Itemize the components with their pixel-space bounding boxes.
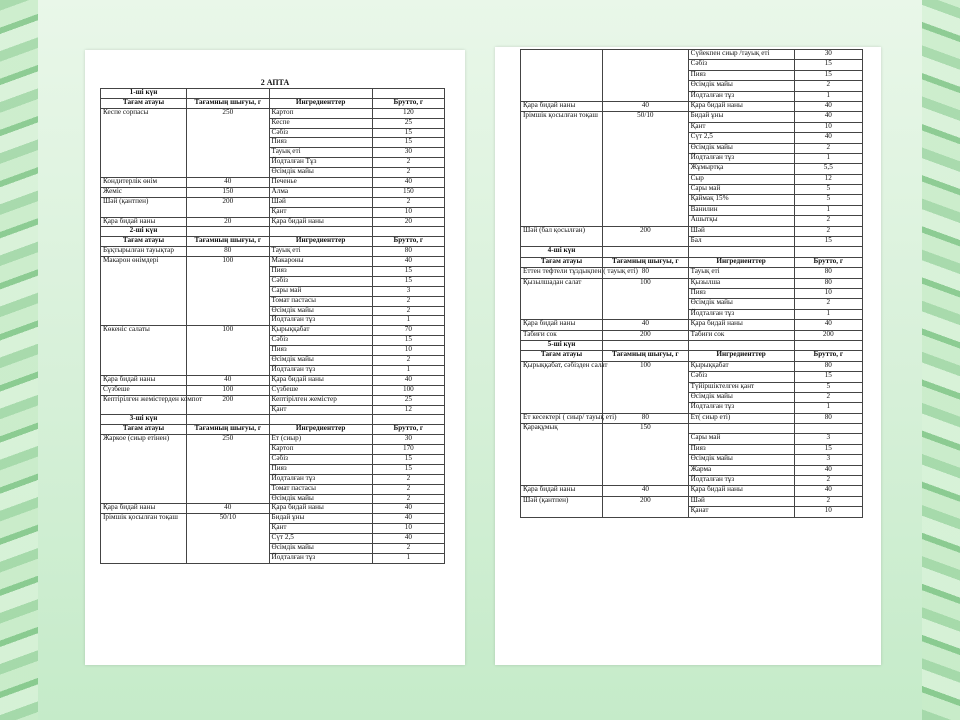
table-header-row <box>101 98 445 108</box>
header-gross: Брутто, г <box>794 351 862 361</box>
ingredient-gross: 10 <box>794 122 862 132</box>
ingredient-name: Сәбіз <box>269 454 372 464</box>
dish-name: Қара бидай наны <box>521 101 603 111</box>
ingredient-gross: 40 <box>794 112 862 122</box>
ingredient-gross: 100 <box>372 385 444 395</box>
ingredient-name: Сүт 2,5 <box>688 133 794 143</box>
page-title: 2 АПТА <box>260 78 290 87</box>
ingredient-gross: 15 <box>372 267 444 277</box>
ingredient-gross: 2 <box>794 476 862 486</box>
ingredient-gross: 40 <box>372 534 444 544</box>
dish-name: Ірімшік қосылған тоқаш <box>521 112 603 226</box>
ingredient-gross: 5 <box>794 185 862 195</box>
ingredient-name: Томат пастасы <box>269 296 372 306</box>
day-label: 1-ші күн <box>101 89 187 99</box>
header-yield: Тағамның шығуы, г <box>603 351 689 361</box>
ingredient-gross: 2 <box>372 158 444 168</box>
ingredient-gross: 10 <box>372 207 444 217</box>
ingredient-name: Қант <box>688 122 794 132</box>
ingredient-gross: 1 <box>794 91 862 101</box>
ingredient-name: Макароны <box>269 257 372 267</box>
dish-name: Кептірілген жемістерден компот <box>101 395 187 415</box>
ingredient-gross: 15 <box>372 336 444 346</box>
ingredient-row <box>521 330 863 340</box>
ingredient-gross: 120 <box>372 108 444 118</box>
ingredient-gross: 80 <box>794 278 862 288</box>
ingredient-gross: 1 <box>794 153 862 163</box>
header-dish-name: Тағам атауы <box>521 351 603 361</box>
ingredient-name: Картоп <box>269 445 372 455</box>
day-empty <box>794 247 862 257</box>
ingredient-gross: 1 <box>794 205 862 215</box>
ingredient-name: Тауық еті <box>269 148 372 158</box>
ingredient-name: Сәбіз <box>269 276 372 286</box>
header-yield: Тағамның шығуы, г <box>603 257 689 267</box>
ingredient-gross: 40 <box>372 375 444 385</box>
ingredient-gross: 1 <box>794 403 862 413</box>
day-row <box>521 340 863 350</box>
ingredient-gross: 170 <box>372 445 444 455</box>
ingredient-gross: 2 <box>794 216 862 226</box>
ingredient-row <box>521 496 863 506</box>
ingredient-name: Сәбіз <box>269 128 372 138</box>
ingredient-gross <box>794 424 862 434</box>
ingredient-gross: 3 <box>794 455 862 465</box>
ingredient-name: Өсімдік майы <box>688 143 794 153</box>
ingredient-gross: 2 <box>372 197 444 207</box>
header-gross: Брутто, г <box>372 425 444 435</box>
ingredient-row <box>101 197 445 207</box>
dish-yield: 100 <box>187 326 270 375</box>
ingredient-name: Қара бидай наны <box>688 320 794 330</box>
ingredient-name: Табиғи сок <box>688 330 794 340</box>
header-ingredients: Ингредиенттер <box>688 257 794 267</box>
ingredient-gross: 200 <box>794 330 862 340</box>
menu-table-left <box>100 88 445 564</box>
ingredient-name: Бидай ұны <box>688 112 794 122</box>
day-empty <box>688 247 794 257</box>
ingredient-name: Йодталған тұз <box>269 474 372 484</box>
day-row <box>101 89 445 99</box>
ingredient-gross: 2 <box>794 392 862 402</box>
day-empty <box>688 340 794 350</box>
ingredient-gross: 1 <box>372 365 444 375</box>
ingredient-name: Пияз <box>688 70 794 80</box>
ingredient-name: Қара бидай наны <box>269 375 372 385</box>
ingredient-name: Қара бидай наны <box>688 486 794 496</box>
header-dish-name: Тағам атауы <box>101 237 187 247</box>
header-gross: Брутто, г <box>372 98 444 108</box>
menu-page-left <box>85 50 465 665</box>
ingredient-gross: 2 <box>372 543 444 553</box>
dish-yield: 200 <box>603 226 689 247</box>
ingredient-name: Қырыққабат <box>688 361 794 371</box>
ingredient-name: Жарма <box>688 465 794 475</box>
ingredient-row <box>101 108 445 118</box>
ingredient-name: Пияз <box>269 267 372 277</box>
ingredient-gross: 70 <box>372 326 444 336</box>
day-label: 3-ші күн <box>101 415 187 425</box>
dish-name: Шәй (бал қосылған) <box>521 226 603 247</box>
dish-yield: 40 <box>603 320 689 330</box>
ingredient-name: Пияз <box>269 346 372 356</box>
ingredient-gross: 15 <box>794 60 862 70</box>
ingredient-name: Сүзбеше <box>269 385 372 395</box>
ingredient-name: Алма <box>269 187 372 197</box>
ingredient-name: Өсімдік майы <box>269 306 372 316</box>
ingredient-gross: 2 <box>372 168 444 178</box>
ingredient-gross: 2 <box>794 81 862 91</box>
ingredient-gross: 12 <box>372 405 444 415</box>
dish-name: Көкеніс салаты <box>101 326 187 375</box>
day-label: 5-ші күн <box>521 340 603 350</box>
dish-name: Жеміс <box>101 187 187 197</box>
dish-name: Қара бидай наны <box>101 375 187 385</box>
right-floral-border <box>922 0 960 720</box>
dish-yield: 80 <box>187 247 270 257</box>
ingredient-gross: 30 <box>372 148 444 158</box>
dish-name: Табиғи сок <box>521 330 603 340</box>
ingredient-gross: 40 <box>794 133 862 143</box>
day-empty <box>603 247 689 257</box>
dish-name: Қара бидай наны <box>521 486 603 496</box>
ingredient-gross: 80 <box>372 247 444 257</box>
ingredient-name: Өсімдік майы <box>269 356 372 366</box>
ingredient-name: Томат пастасы <box>269 484 372 494</box>
ingredient-gross: 3 <box>372 286 444 296</box>
ingredient-gross: 2 <box>794 496 862 506</box>
day-row <box>521 247 863 257</box>
ingredient-gross: 10 <box>794 288 862 298</box>
header-yield: Тағамның шығуы, г <box>187 98 270 108</box>
ingredient-name: Қара бидай наны <box>269 217 372 227</box>
ingredient-name: Ванилин <box>688 205 794 215</box>
dish-yield: 150 <box>187 187 270 197</box>
ingredient-gross: 40 <box>794 486 862 496</box>
ingredient-name: Өсімдік майы <box>269 494 372 504</box>
dish-yield: 100 <box>187 385 270 395</box>
ingredient-name: Шәй <box>688 226 794 236</box>
dish-yield: 50/10 <box>187 514 270 563</box>
ingredient-name: Қанат <box>688 507 794 517</box>
dish-name: Макарон өнімдері <box>101 257 187 326</box>
ingredient-gross: 15 <box>372 454 444 464</box>
dish-yield: 200 <box>187 197 270 217</box>
header-yield: Тағамның шығуы, г <box>187 425 270 435</box>
ingredient-name <box>688 424 794 434</box>
header-gross: Брутто, г <box>372 237 444 247</box>
ingredient-name: Сәбіз <box>269 336 372 346</box>
ingredient-row <box>521 50 863 60</box>
ingredient-gross: 2 <box>794 226 862 236</box>
header-ingredients: Ингредиенттер <box>688 351 794 361</box>
header-yield: Тағамның шығуы, г <box>187 237 270 247</box>
dish-name: Қара бидай наны <box>521 320 603 330</box>
ingredient-gross: 15 <box>372 138 444 148</box>
ingredient-row <box>101 178 445 188</box>
left-floral-border <box>0 0 38 720</box>
ingredient-gross: 2 <box>794 143 862 153</box>
ingredient-name: Йодталған тұз <box>688 91 794 101</box>
ingredient-name: Йодталған тұз <box>269 553 372 563</box>
ingredient-name: Йодталған тұз <box>269 316 372 326</box>
dish-yield <box>603 50 689 102</box>
dish-name: Қара бидай наны <box>101 504 187 514</box>
ingredient-row <box>521 112 863 122</box>
ingredient-gross: 80 <box>794 413 862 423</box>
ingredient-name: Сары май <box>688 185 794 195</box>
ingredient-row <box>521 486 863 496</box>
ingredient-gross: 15 <box>372 464 444 474</box>
day-empty <box>603 340 689 350</box>
ingredient-gross: 12 <box>794 174 862 184</box>
ingredient-name: Өсімдік майы <box>269 543 372 553</box>
ingredient-row <box>521 226 863 236</box>
ingredient-gross: 40 <box>372 504 444 514</box>
dish-yield: 200 <box>187 395 270 415</box>
ingredient-gross: 1 <box>372 316 444 326</box>
ingredient-name: Пияз <box>269 464 372 474</box>
ingredient-name: Сәбіз <box>688 60 794 70</box>
ingredient-gross: 30 <box>372 435 444 445</box>
day-label: 4-ші күн <box>521 247 603 257</box>
ingredient-name: Тауық еті <box>269 247 372 257</box>
dish-yield: 50/10 <box>603 112 689 226</box>
dish-yield: 150 <box>603 424 689 486</box>
ingredient-gross: 5 <box>794 195 862 205</box>
dish-name: Шәй (қантпен) <box>101 197 187 217</box>
ingredient-row <box>101 385 445 395</box>
ingredient-row <box>521 424 863 434</box>
ingredient-gross: 10 <box>372 524 444 534</box>
ingredient-name: Өсімдік майы <box>688 392 794 402</box>
ingredient-gross: 25 <box>372 118 444 128</box>
dish-yield: 200 <box>603 496 689 517</box>
header-gross: Брутто, г <box>794 257 862 267</box>
dish-yield: 100 <box>603 361 689 413</box>
ingredient-gross: 2 <box>372 306 444 316</box>
ingredient-gross: 5 <box>794 382 862 392</box>
day-empty <box>372 89 444 99</box>
dish-yield: 250 <box>187 108 270 177</box>
ingredient-gross: 2 <box>372 484 444 494</box>
ingredient-row <box>521 361 863 371</box>
ingredient-name: Қант <box>269 207 372 217</box>
ingredient-gross: 15 <box>372 276 444 286</box>
ingredient-name: Қаймақ 15% <box>688 195 794 205</box>
dish-name: Ет кесектері ( сиыр/ тауық еті) <box>521 413 603 423</box>
header-dish-name: Тағам атауы <box>101 425 187 435</box>
ingredient-gross: 2 <box>372 296 444 306</box>
ingredient-gross: 40 <box>794 465 862 475</box>
dish-name: Сүзбеше <box>101 385 187 395</box>
ingredient-gross: 150 <box>372 187 444 197</box>
ingredient-name: Ашытқы <box>688 216 794 226</box>
day-label: 2-ші күн <box>101 227 187 237</box>
ingredient-name: Түйіршіктелген қант <box>688 382 794 392</box>
ingredient-name: Шәй <box>269 197 372 207</box>
ingredient-gross: 5,5 <box>794 164 862 174</box>
ingredient-name: Қант <box>269 524 372 534</box>
day-empty <box>794 340 862 350</box>
ingredient-name: Пияз <box>688 444 794 454</box>
ingredient-name: Сүт 2,5 <box>269 534 372 544</box>
dish-name: Қызылшадан салат <box>521 278 603 320</box>
header-dish-name: Тағам атауы <box>101 98 187 108</box>
ingredient-gross: 40 <box>794 320 862 330</box>
menu-table-right <box>520 49 863 518</box>
ingredient-name: Йодталған тұз <box>688 309 794 319</box>
ingredient-name: Йодталған тұз <box>688 403 794 413</box>
table-header-row <box>521 351 863 361</box>
ingredient-row <box>521 278 863 288</box>
ingredient-name: Сары май <box>688 434 794 444</box>
ingredient-gross: 40 <box>794 101 862 111</box>
ingredient-name: Өсімдік майы <box>688 81 794 91</box>
dish-yield: 200 <box>603 330 689 340</box>
ingredient-row <box>101 375 445 385</box>
ingredient-name: Өсімдік майы <box>688 455 794 465</box>
ingredient-gross: 1 <box>794 309 862 319</box>
ingredient-name: Өсімдік майы <box>688 299 794 309</box>
ingredient-gross: 1 <box>372 553 444 563</box>
ingredient-gross: 15 <box>794 70 862 80</box>
ingredient-name: Йодталған тұз <box>688 476 794 486</box>
ingredient-gross: 2 <box>372 356 444 366</box>
ingredient-name: Ет( сиыр еті) <box>688 413 794 423</box>
dish-name: Шәй (қантпен) <box>521 496 603 517</box>
dish-name <box>521 50 603 102</box>
ingredient-row <box>101 187 445 197</box>
ingredient-row <box>521 101 863 111</box>
menu-page-right <box>495 47 881 665</box>
ingredient-name: Пияз <box>269 138 372 148</box>
ingredient-name: Кептірілген жемістер <box>269 395 372 405</box>
ingredient-row <box>521 413 863 423</box>
ingredient-row <box>521 320 863 330</box>
ingredient-name: Шәй <box>688 496 794 506</box>
header-dish-name: Тағам атауы <box>521 257 603 267</box>
ingredient-name: Йодталған тұз <box>688 153 794 163</box>
ingredient-name: Пияз <box>688 288 794 298</box>
ingredient-name: Жұмыртқа <box>688 164 794 174</box>
ingredient-gross: 2 <box>372 474 444 484</box>
dish-yield: 100 <box>187 257 270 326</box>
dish-name: Қара бидай наны <box>101 217 187 227</box>
dish-name: Кондитерлік өнім <box>101 178 187 188</box>
ingredient-gross: 20 <box>372 217 444 227</box>
dish-name: Еттен тефтели тұздықпен ( тауық еті) <box>521 268 603 278</box>
ingredient-gross: 40 <box>372 514 444 524</box>
ingredient-gross: 30 <box>794 50 862 60</box>
ingredient-name: Қара бидай наны <box>269 504 372 514</box>
ingredient-name: Қант <box>269 405 372 415</box>
dish-yield: 20 <box>187 217 270 227</box>
dish-yield: 250 <box>187 435 270 504</box>
ingredient-gross: 40 <box>372 257 444 267</box>
dish-name: Қарақұмық <box>521 424 603 486</box>
ingredient-name: Қырыққабат <box>269 326 372 336</box>
ingredient-name: Картоп <box>269 108 372 118</box>
ingredient-gross: 15 <box>794 444 862 454</box>
ingredient-gross: 15 <box>372 128 444 138</box>
dish-name: Бұқтырылған тауықтар <box>101 247 187 257</box>
dish-yield: 40 <box>603 486 689 496</box>
dish-yield: 80 <box>603 268 689 278</box>
ingredient-gross: 15 <box>794 372 862 382</box>
ingredient-gross: 2 <box>372 494 444 504</box>
dish-name: Ірімшік қосылған тоқаш <box>101 514 187 563</box>
dish-name: Жаркое (сиыр етінен) <box>101 435 187 504</box>
ingredient-name: Кеспе <box>269 118 372 128</box>
ingredient-row <box>521 268 863 278</box>
dish-yield: 40 <box>603 101 689 111</box>
dish-yield: 40 <box>187 178 270 188</box>
ingredient-name: Тауық еті <box>688 268 794 278</box>
header-ingredients: Ингредиенттер <box>269 237 372 247</box>
ingredient-name: Йодталған Тұз <box>269 158 372 168</box>
ingredient-name: Йодталған тұз <box>269 365 372 375</box>
ingredient-gross: 15 <box>794 237 862 247</box>
ingredient-gross: 25 <box>372 395 444 405</box>
dish-yield: 100 <box>603 278 689 320</box>
ingredient-name: Сүйекпен сиыр /тауық еті <box>688 50 794 60</box>
ingredient-row <box>101 395 445 405</box>
day-empty <box>269 89 372 99</box>
ingredient-gross: 10 <box>372 346 444 356</box>
ingredient-name: Өсімдік майы <box>269 168 372 178</box>
ingredient-name: Сыр <box>688 174 794 184</box>
dish-name: Кеспе сорпасы <box>101 108 187 177</box>
header-ingredients: Ингредиенттер <box>269 98 372 108</box>
day-empty <box>187 89 270 99</box>
ingredient-gross: 40 <box>372 178 444 188</box>
dish-yield: 40 <box>187 504 270 514</box>
ingredient-name: Қара бидай наны <box>688 101 794 111</box>
ingredient-name: Ет (сиыр) <box>269 435 372 445</box>
header-ingredients: Ингредиенттер <box>269 425 372 435</box>
dish-yield: 80 <box>603 413 689 423</box>
ingredient-name: Сары май <box>269 286 372 296</box>
ingredient-gross: 80 <box>794 268 862 278</box>
ingredient-name: Сәбіз <box>688 372 794 382</box>
table-header-row <box>521 257 863 267</box>
ingredient-name: Бал <box>688 237 794 247</box>
ingredient-gross: 3 <box>794 434 862 444</box>
ingredient-gross: 10 <box>794 507 862 517</box>
ingredient-gross: 2 <box>794 299 862 309</box>
ingredient-name: Бидай ұны <box>269 514 372 524</box>
ingredient-name: Қызылша <box>688 278 794 288</box>
ingredient-name: Печенье <box>269 178 372 188</box>
dish-name: Қырыққабат, сәбізден салат <box>521 361 603 413</box>
ingredient-gross: 80 <box>794 361 862 371</box>
dish-yield: 40 <box>187 375 270 385</box>
